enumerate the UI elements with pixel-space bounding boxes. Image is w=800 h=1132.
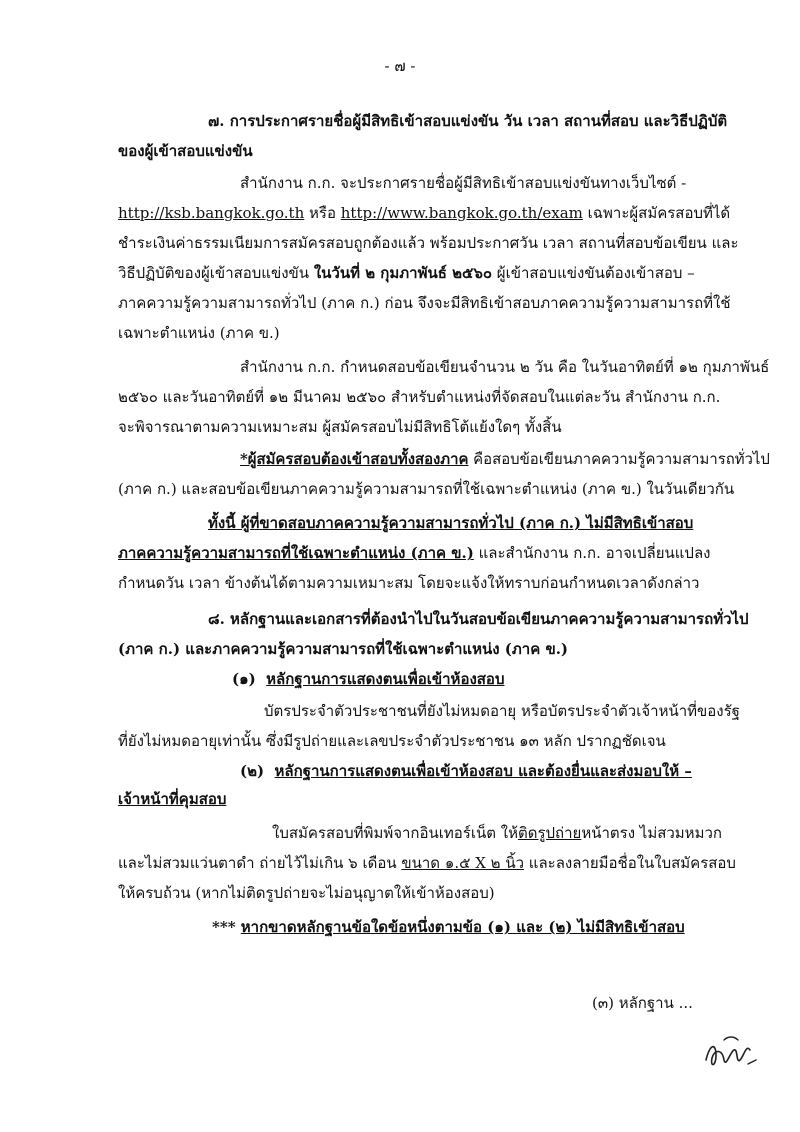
absence-notice-text: ภาคความรู้ความสามารถที่ใช้เฉพาะตำแหน่ง (ภาค ข.)	[118, 544, 474, 562]
paragraph-text: คือสอบข้อเขียนภาคความรู้ความสามารถทั่วไป	[468, 450, 770, 468]
paragraph-line: ชำระเงินค่าธรรมเนียมการสมัครสอบถูกต้องแล้ว พร้อมประกาศวัน เวลา สถานที่สอบข้อเขียน และ	[118, 234, 739, 252]
photo-size: ขนาด ๑.๕ X ๒ นิ้ว	[401, 854, 525, 872]
section8-heading-line2: (ภาค ก.) และภาคความรู้ความสามารถที่ใช้เฉพาะตำแหน่ง (ภาค ข.)	[118, 640, 569, 658]
paragraph-text: ผู้เข้าสอบแข่งขันต้องเข้าสอบ –	[492, 264, 695, 282]
page-number: - ๗ -	[384, 57, 416, 75]
continuation-note: (๓) หลักฐาน ...	[592, 994, 693, 1012]
paragraph-text: เฉพาะผู้สมัครสอบที่ได้	[582, 204, 731, 222]
paragraph-line	[272, 822, 722, 844]
paragraph-text: วิธีปฏิบัติของผู้เข้าสอบแข่งขัน	[118, 264, 314, 282]
ksb-website-link[interactable]: http://ksb.bangkok.go.th	[118, 204, 305, 222]
both-parts-notice: *ผู้สมัครสอบต้องเข้าสอบทั้งสองภาค	[240, 450, 469, 468]
handwritten-signature-icon	[700, 1030, 760, 1074]
paragraph-line	[118, 262, 695, 284]
item2-title: หลักฐานการแสดงตนเพื่อเข้าห้องสอบ และต้องยื่นและส่งมอบให้ –	[274, 762, 692, 780]
bangkok-exam-website-link[interactable]: http://www.bangkok.go.th/exam	[340, 204, 583, 222]
paragraph-text: และลงลายมือชื่อในใบสมัครสอบ	[524, 854, 736, 872]
paragraph-text: และสำนักงาน ก.ก. อาจเปลี่ยนแปลง	[473, 544, 711, 562]
missing-evidence-warning	[212, 916, 685, 938]
section7-heading-line1: ๗. การประกาศรายชื่อผู้มีสิทธิเข้าสอบแข่งขัน วัน เวลา สถานที่สอบ และวิธีปฏิบัติ	[208, 112, 728, 130]
paragraph-line: ให้ครบถ้วน (หากไม่ติดรูปถ่ายจะไม่อนุญาตให้เข้าห้องสอบ)	[118, 884, 495, 902]
paragraph-line: ภาคความรู้ความสามารถทั่วไป (ภาค ก.) ก่อน จึงจะมีสิทธิเข้าสอบภาคความรู้ความสามารถที่ใช้	[118, 294, 731, 312]
paragraph-line	[118, 542, 710, 564]
item2-heading	[240, 760, 692, 782]
paragraph-line	[118, 852, 736, 874]
paragraph-line: จะพิจารณาตามความเหมาะสม ผู้สมัครสอบไม่มีสิทธิโต้แย้งใดๆ ทั้งสิ้น	[118, 418, 562, 436]
warning-text: หากขาดหลักฐานข้อใดข้อหนึ่งตามข้อ (๑) และ (๒) ไม่มีสิทธิเข้าสอบ	[240, 918, 685, 936]
item1-number: (๑)	[232, 670, 256, 688]
paragraph-line	[118, 202, 730, 224]
paragraph-text: และไม่สวมแว่นตาดำ ถ่ายไว้ไม่เกิน ๖ เดือน	[118, 854, 402, 872]
paragraph-text: หน้าตรง ไม่สวมหมวก	[581, 824, 722, 842]
item2-number: (๒)	[240, 762, 265, 780]
section8-heading-line1: ๘. หลักฐานและเอกสารที่ต้องนำไปในวันสอบข้อเขียนภาคความรู้ความสามารถทั่วไป	[208, 610, 749, 628]
item1-title: หลักฐานการแสดงตนเพื่อเข้าห้องสอบ	[266, 670, 505, 688]
warning-stars: ***	[212, 918, 241, 936]
paragraph-line: กำหนดวัน เวลา ข้างต้นได้ตามความเหมาะสม โดยจะแจ้งให้ทราบก่อนกำหนดเวลาดังกล่าว	[118, 574, 700, 592]
paragraph-line: (ภาค ก.) และสอบข้อเขียนภาคความรู้ความสามารถที่ใช้เฉพาะตำแหน่ง (ภาค ข.) ในวันเดียวกัน	[118, 480, 735, 498]
announcement-date: ในวันที่ ๒ กุมภาพันธ์ ๒๕๖๐	[313, 264, 493, 282]
link-separator-text: หรือ	[304, 204, 341, 222]
paragraph-line	[240, 448, 770, 470]
paragraph-line: ๒๕๖๐ และวันอาทิตย์ที่ ๑๒ มีนาคม ๒๕๖๐ สำหรับตำแหน่งที่จัดสอบในแต่ละวัน สำนักงาน ก.ก.	[118, 388, 721, 406]
section7-heading-line2: ของผู้เข้าสอบแข่งขัน	[118, 142, 253, 160]
photo-requirement: ติดรูปถ่าย	[517, 824, 582, 842]
paragraph-line: เฉพาะตำแหน่ง (ภาค ข.)	[118, 324, 280, 342]
paragraph-line: สำนักงาน ก.ก. กำหนดสอบข้อเขียนจำนวน ๒ วัน คือ ในวันอาทิตย์ที่ ๑๒ กุมภาพันธ์	[240, 358, 770, 376]
item1-heading	[232, 668, 504, 690]
paragraph-line: ที่ยังไม่หมดอายุเท่านั้น ซึ่งมีรูปถ่ายและเลขประจำตัวประชาชน ๑๓ หลัก ปรากฏชัดเจน	[118, 732, 666, 750]
absence-notice-line: ทั้งนี้ ผู้ที่ขาดสอบภาคความรู้ความสามารถทั่วไป (ภาค ก.) ไม่มีสิทธิเข้าสอบ	[208, 514, 694, 532]
paragraph-line: บัตรประจำตัวประชาชนที่ยังไม่หมดอายุ หรือบัตรประจำตัวเจ้าหน้าที่ของรัฐ	[264, 702, 740, 720]
paragraph-text: ใบสมัครสอบที่พิมพ์จากอินเทอร์เน็ต ให้	[272, 824, 518, 842]
item2-title-continued: เจ้าหน้าที่คุมสอบ	[118, 790, 227, 808]
paragraph-line: สำนักงาน ก.ก. จะประกาศรายชื่อผู้มีสิทธิเข้าสอบแข่งขันทางเว็บไซต์ -	[240, 174, 687, 192]
